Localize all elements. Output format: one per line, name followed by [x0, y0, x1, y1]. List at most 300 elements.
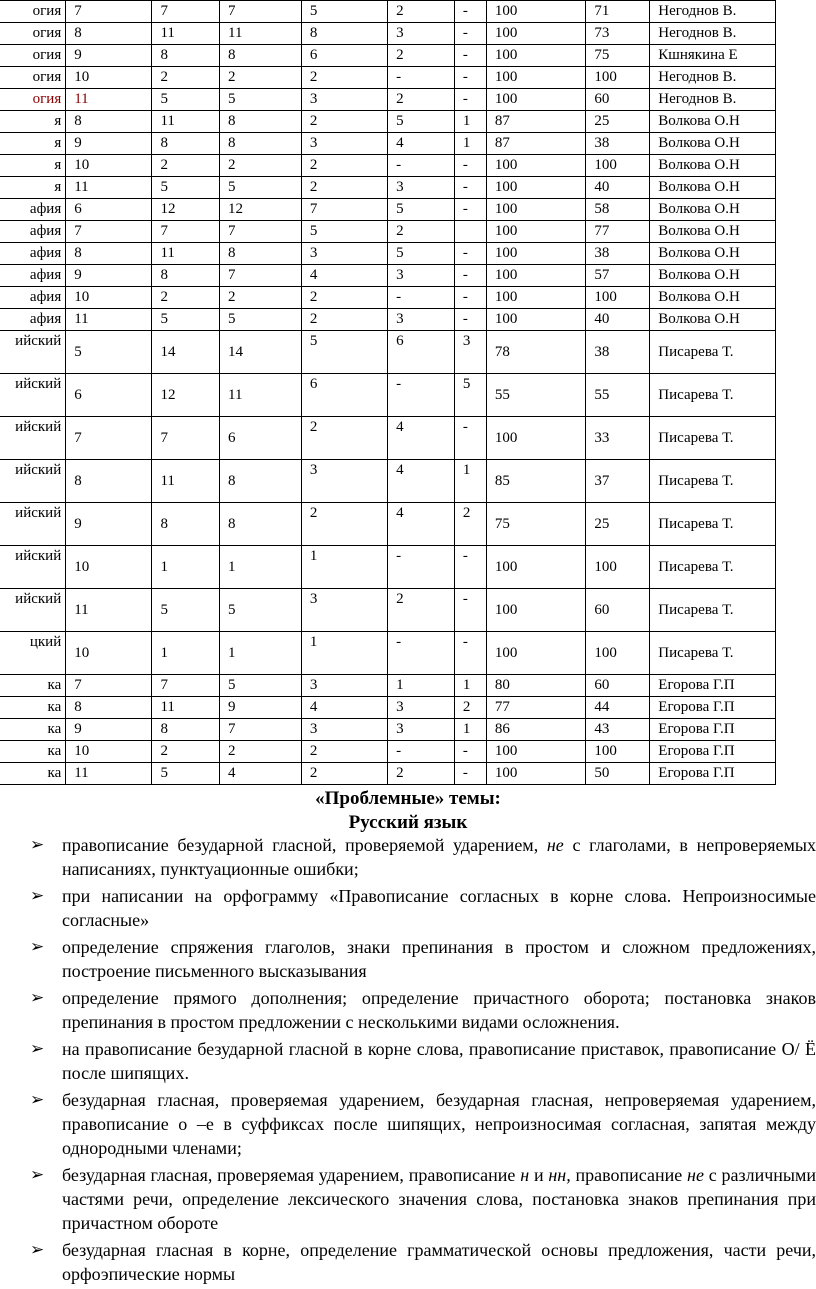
table-row	[0, 374, 776, 417]
score-5-cell: 2	[301, 741, 387, 763]
grade-cell: 10	[66, 741, 152, 763]
students-total-cell: 1	[152, 632, 220, 675]
subject-cell: ийский	[0, 589, 66, 632]
quality-rate-cell: 37	[586, 460, 650, 503]
success-rate-cell: 87	[486, 133, 586, 155]
quality-rate-cell: 43	[586, 719, 650, 741]
quality-rate-cell: 38	[586, 243, 650, 265]
quality-rate-cell: 60	[586, 89, 650, 111]
participants-cell: 2	[220, 67, 302, 89]
students-total-cell: 2	[152, 67, 220, 89]
subject-cell: я	[0, 111, 66, 133]
score-4-cell: -	[388, 632, 455, 675]
score-4-cell: 4	[388, 417, 455, 460]
score-4-cell: 5	[388, 243, 455, 265]
score-5-cell: 4	[301, 697, 387, 719]
grade-cell: 8	[66, 697, 152, 719]
participants-cell: 7	[220, 719, 302, 741]
success-rate-cell: 100	[486, 417, 586, 460]
score-5-cell: 5	[301, 221, 387, 243]
topics-list	[30, 833, 816, 1289]
students-total-cell: 5	[152, 589, 220, 632]
topic-item	[30, 986, 816, 1034]
teacher-cell: Писарева Т.	[650, 503, 776, 546]
students-total-cell: 7	[152, 675, 220, 697]
subject-heading: Русский язык	[348, 812, 468, 833]
success-rate-cell: 100	[486, 45, 586, 67]
table-row	[0, 632, 776, 675]
quality-rate-cell: 40	[586, 309, 650, 331]
topic-text: определение прямого дополнения; определение причастного оборота; постановка знаков препинания в простом предложении с несколькими видами осложнения.	[62, 988, 816, 1032]
score-3-cell: 1	[454, 111, 486, 133]
grade-cell: 11	[66, 309, 152, 331]
score-5-cell: 1	[301, 546, 387, 589]
score-5-cell: 3	[301, 675, 387, 697]
score-5-cell: 2	[301, 503, 387, 546]
grade-cell: 11	[66, 177, 152, 199]
score-3-cell: -	[454, 155, 486, 177]
grade-cell: 10	[66, 546, 152, 589]
grade-cell: 9	[66, 265, 152, 287]
teacher-cell: Писарева Т.	[650, 589, 776, 632]
topic-item	[30, 1163, 816, 1235]
success-rate-cell: 100	[486, 309, 586, 331]
subject-cell: афия	[0, 221, 66, 243]
topic-text: при написании на орфограмму «Правописание согласных в корне слова. Непроизносимые согласные»	[62, 886, 816, 930]
success-rate-cell: 100	[486, 177, 586, 199]
participants-cell: 12	[220, 199, 302, 221]
teacher-cell: Писарева Т.	[650, 460, 776, 503]
quality-rate-cell: 38	[586, 331, 650, 374]
topic-text: нн,	[548, 1165, 571, 1185]
participants-cell: 2	[220, 155, 302, 177]
grade-cell: 8	[66, 243, 152, 265]
score-4-cell: 2	[388, 589, 455, 632]
subject-cell: афия	[0, 309, 66, 331]
success-rate-cell: 85	[486, 460, 586, 503]
teacher-cell: Волкова О.Н	[650, 287, 776, 309]
students-total-cell: 8	[152, 503, 220, 546]
quality-rate-cell: 57	[586, 265, 650, 287]
students-total-cell: 11	[152, 243, 220, 265]
teacher-cell: Егорова Г.П	[650, 675, 776, 697]
subject-cell: ийский	[0, 503, 66, 546]
success-rate-cell: 100	[486, 265, 586, 287]
participants-cell: 5	[220, 675, 302, 697]
quality-rate-cell: 25	[586, 503, 650, 546]
students-total-cell: 8	[152, 45, 220, 67]
quality-rate-cell: 71	[586, 1, 650, 23]
subject-cell: ка	[0, 763, 66, 785]
subject-cell: ийский	[0, 460, 66, 503]
teacher-cell: Волкова О.Н	[650, 111, 776, 133]
topic-text: не	[546, 835, 564, 855]
success-rate-cell: 80	[486, 675, 586, 697]
arrowhead-bullet-icon: ➢	[30, 886, 45, 905]
topic-item	[30, 1238, 816, 1286]
score-5-cell: 2	[301, 417, 387, 460]
table-row	[0, 417, 776, 460]
subject-cell: ка	[0, 675, 66, 697]
students-total-cell: 12	[152, 374, 220, 417]
participants-cell: 14	[220, 331, 302, 374]
grade-cell: 6	[66, 199, 152, 221]
score-3-cell: -	[454, 89, 486, 111]
teacher-cell: Волкова О.Н	[650, 133, 776, 155]
topic-item	[30, 1088, 816, 1160]
grade-cell: 11	[66, 589, 152, 632]
participants-cell: 2	[220, 287, 302, 309]
topic-item	[30, 833, 816, 881]
success-rate-cell: 100	[486, 763, 586, 785]
score-5-cell: 3	[301, 243, 387, 265]
students-total-cell: 11	[152, 697, 220, 719]
teacher-cell: Негоднов В.	[650, 1, 776, 23]
success-rate-cell: 87	[486, 111, 586, 133]
subject-cell: ка	[0, 719, 66, 741]
score-3-cell: -	[454, 23, 486, 45]
students-total-cell: 11	[152, 23, 220, 45]
subject-cell: ийский	[0, 417, 66, 460]
score-5-cell: 8	[301, 23, 387, 45]
quality-rate-cell: 55	[586, 374, 650, 417]
quality-rate-cell: 100	[586, 155, 650, 177]
table-row	[0, 265, 776, 287]
quality-rate-cell: 40	[586, 177, 650, 199]
score-5-cell: 7	[301, 199, 387, 221]
topic-text: безударная гласная в корне, определение грамматической основы предложения, части речи, орфоэпические нормы	[62, 1240, 816, 1284]
students-total-cell: 12	[152, 199, 220, 221]
success-rate-cell: 100	[486, 221, 586, 243]
participants-cell: 7	[220, 1, 302, 23]
score-3-cell: -	[454, 1, 486, 23]
participants-cell: 8	[220, 111, 302, 133]
score-3-cell: -	[454, 199, 486, 221]
success-rate-cell: 100	[486, 632, 586, 675]
table-row	[0, 155, 776, 177]
quality-rate-cell: 60	[586, 675, 650, 697]
students-total-cell: 5	[152, 309, 220, 331]
arrowhead-bullet-icon: ➢	[30, 937, 45, 956]
teacher-cell: Егорова Г.П	[650, 719, 776, 741]
subject-cell: огия	[0, 45, 66, 67]
arrowhead-bullet-icon: ➢	[30, 1165, 45, 1184]
score-4-cell: 6	[388, 331, 455, 374]
score-3-cell: -	[454, 287, 486, 309]
score-5-cell: 5	[301, 331, 387, 374]
score-3-cell: 5	[454, 374, 486, 417]
success-rate-cell: 100	[486, 1, 586, 23]
score-3-cell: 2	[454, 697, 486, 719]
table-row	[0, 546, 776, 589]
score-4-cell: 3	[388, 697, 455, 719]
score-3-cell: 2	[454, 503, 486, 546]
students-total-cell: 8	[152, 719, 220, 741]
students-total-cell: 8	[152, 133, 220, 155]
subject-cell: ийский	[0, 374, 66, 417]
success-rate-cell: 100	[486, 155, 586, 177]
grade-cell: 10	[66, 67, 152, 89]
score-4-cell: 2	[388, 763, 455, 785]
quality-rate-cell: 100	[586, 546, 650, 589]
subject-cell: я	[0, 177, 66, 199]
success-rate-cell: 100	[486, 546, 586, 589]
score-4-cell: 3	[388, 177, 455, 199]
participants-cell: 7	[220, 265, 302, 287]
table-row	[0, 287, 776, 309]
grade-cell: 6	[66, 374, 152, 417]
teacher-cell: Кшнякина Е	[650, 45, 776, 67]
topic-text: правописание безударной гласной, проверяемой ударением,	[62, 835, 547, 855]
grade-cell: 5	[66, 331, 152, 374]
score-3-cell: -	[454, 417, 486, 460]
participants-cell: 8	[220, 460, 302, 503]
score-3-cell: -	[454, 177, 486, 199]
grade-cell: 7	[66, 417, 152, 460]
score-4-cell: -	[388, 374, 455, 417]
score-4-cell: -	[388, 546, 455, 589]
score-3-cell: 1	[454, 675, 486, 697]
participants-cell: 1	[220, 632, 302, 675]
topic-text: с глаголами, в непроверяемых написаниях, пунктуационные ошибки;	[62, 835, 816, 879]
topic-item	[30, 1037, 816, 1085]
quality-rate-cell: 100	[586, 632, 650, 675]
participants-cell: 7	[220, 221, 302, 243]
score-4-cell: -	[388, 741, 455, 763]
score-4-cell: 3	[388, 719, 455, 741]
teacher-cell: Негоднов В.	[650, 89, 776, 111]
students-total-cell: 2	[152, 287, 220, 309]
teacher-cell: Писарева Т.	[650, 417, 776, 460]
quality-rate-cell: 100	[586, 67, 650, 89]
topic-text: и	[529, 1165, 549, 1185]
score-5-cell: 3	[301, 719, 387, 741]
table-row	[0, 1, 776, 23]
quality-rate-cell: 77	[586, 221, 650, 243]
students-total-cell: 11	[152, 111, 220, 133]
teacher-cell: Волкова О.Н	[650, 199, 776, 221]
subject-cell: ка	[0, 741, 66, 763]
arrowhead-bullet-icon: ➢	[30, 1090, 45, 1109]
subject-cell: я	[0, 155, 66, 177]
participants-cell: 11	[220, 374, 302, 417]
topic-text: определение спряжения глаголов, знаки препинания в простом и сложном предложениях, построение письменного высказывания	[62, 937, 816, 981]
score-5-cell: 2	[301, 67, 387, 89]
grade-cell: 10	[66, 155, 152, 177]
topic-text: с различными частями речи, определение лексического значения слова, постановка знаков препинания при причастном обороте	[62, 1165, 816, 1233]
success-rate-cell: 55	[486, 374, 586, 417]
score-4-cell: 3	[388, 23, 455, 45]
score-4-cell: 2	[388, 221, 455, 243]
table-row	[0, 67, 776, 89]
subject-cell: огия	[0, 23, 66, 45]
quality-rate-cell: 38	[586, 133, 650, 155]
score-5-cell: 3	[301, 589, 387, 632]
table-row	[0, 697, 776, 719]
participants-cell: 5	[220, 177, 302, 199]
success-rate-cell: 100	[486, 243, 586, 265]
score-4-cell: 5	[388, 111, 455, 133]
score-5-cell: 2	[301, 287, 387, 309]
students-total-cell: 5	[152, 763, 220, 785]
grade-cell: 11	[66, 763, 152, 785]
topic-text: безударная гласная, проверяемая ударением, безударная гласная, непроверяемая ударением, правописание о –е в суффиксах после шипящих, непроизносимая согласная, запятая между однородными членами;	[62, 1090, 816, 1158]
success-rate-cell: 86	[486, 719, 586, 741]
success-rate-cell: 75	[486, 503, 586, 546]
teacher-cell: Негоднов В.	[650, 23, 776, 45]
quality-rate-cell: 58	[586, 199, 650, 221]
grade-cell: 9	[66, 45, 152, 67]
teacher-cell: Писарева Т.	[650, 331, 776, 374]
success-rate-cell: 100	[486, 199, 586, 221]
topic-text: на правописание безударной гласной в корне слова, правописание приставок, правописание О/ Ё после шипящих.	[62, 1039, 816, 1083]
students-total-cell: 1	[152, 546, 220, 589]
subject-cell: афия	[0, 265, 66, 287]
quality-rate-cell: 33	[586, 417, 650, 460]
quality-rate-cell: 25	[586, 111, 650, 133]
score-5-cell: 3	[301, 133, 387, 155]
success-rate-cell: 78	[486, 331, 586, 374]
table-row	[0, 89, 776, 111]
score-3-cell: -	[454, 265, 486, 287]
grade-cell: 8	[66, 23, 152, 45]
teacher-cell: Волкова О.Н	[650, 221, 776, 243]
score-5-cell: 3	[301, 89, 387, 111]
topic-text: не	[687, 1165, 704, 1185]
score-5-cell: 6	[301, 374, 387, 417]
quality-rate-cell: 100	[586, 287, 650, 309]
topic-item	[30, 935, 816, 983]
grade-cell: 11	[66, 89, 152, 111]
score-5-cell: 2	[301, 309, 387, 331]
subject-cell: афия	[0, 199, 66, 221]
score-5-cell: 3	[301, 460, 387, 503]
grade-cell: 10	[66, 287, 152, 309]
success-rate-cell: 77	[486, 697, 586, 719]
score-4-cell: -	[388, 67, 455, 89]
participants-cell: 5	[220, 309, 302, 331]
table-row	[0, 45, 776, 67]
table-row	[0, 309, 776, 331]
score-3-cell: -	[454, 741, 486, 763]
teacher-cell: Волкова О.Н	[650, 155, 776, 177]
score-5-cell: 2	[301, 763, 387, 785]
score-4-cell: 2	[388, 89, 455, 111]
subject-cell: афия	[0, 287, 66, 309]
quality-rate-cell: 50	[586, 763, 650, 785]
score-3-cell: -	[454, 763, 486, 785]
students-total-cell: 5	[152, 89, 220, 111]
score-5-cell: 5	[301, 1, 387, 23]
subject-cell: цкий	[0, 632, 66, 675]
score-4-cell: -	[388, 155, 455, 177]
subject-cell: ка	[0, 697, 66, 719]
table-row	[0, 763, 776, 785]
score-3-cell: -	[454, 309, 486, 331]
students-total-cell: 7	[152, 1, 220, 23]
table-row	[0, 111, 776, 133]
participants-cell: 2	[220, 741, 302, 763]
score-5-cell: 1	[301, 632, 387, 675]
success-rate-cell: 100	[486, 287, 586, 309]
subject-cell: огия	[0, 1, 66, 23]
score-3-cell: 1	[454, 133, 486, 155]
score-4-cell: 1	[388, 675, 455, 697]
participants-cell: 4	[220, 763, 302, 785]
score-5-cell: 2	[301, 111, 387, 133]
students-total-cell: 7	[152, 417, 220, 460]
quality-rate-cell: 75	[586, 45, 650, 67]
table-body	[0, 1, 776, 785]
subject-cell: ийский	[0, 331, 66, 374]
table-row	[0, 675, 776, 697]
topic-item	[30, 884, 816, 932]
participants-cell: 5	[220, 89, 302, 111]
students-total-cell: 7	[152, 221, 220, 243]
participants-cell: 5	[220, 589, 302, 632]
table-row	[0, 589, 776, 632]
participants-cell: 6	[220, 417, 302, 460]
score-3-cell: -	[454, 67, 486, 89]
table-row	[0, 741, 776, 763]
participants-cell: 8	[220, 133, 302, 155]
teacher-cell: Писарева Т.	[650, 632, 776, 675]
grade-cell: 9	[66, 719, 152, 741]
students-total-cell: 14	[152, 331, 220, 374]
score-3-cell: -	[454, 632, 486, 675]
participants-cell: 1	[220, 546, 302, 589]
score-4-cell: 5	[388, 199, 455, 221]
table-row	[0, 331, 776, 374]
teacher-cell: Егорова Г.П	[650, 741, 776, 763]
grade-cell: 7	[66, 1, 152, 23]
table-row	[0, 243, 776, 265]
participants-cell: 8	[220, 45, 302, 67]
arrowhead-bullet-icon: ➢	[30, 988, 45, 1007]
table-row	[0, 133, 776, 155]
subject-cell: огия	[0, 67, 66, 89]
teacher-cell: Писарева Т.	[650, 374, 776, 417]
score-3-cell	[454, 221, 486, 243]
topic-text: правописание	[570, 1165, 688, 1185]
score-4-cell: 4	[388, 460, 455, 503]
subject-cell: я	[0, 133, 66, 155]
score-4-cell: 3	[388, 309, 455, 331]
arrowhead-bullet-icon: ➢	[30, 1240, 45, 1259]
topic-text: н	[520, 1165, 530, 1185]
score-3-cell: -	[454, 243, 486, 265]
table-row	[0, 719, 776, 741]
table-row	[0, 460, 776, 503]
quality-rate-cell: 44	[586, 697, 650, 719]
quality-rate-cell: 73	[586, 23, 650, 45]
grade-cell: 9	[66, 503, 152, 546]
score-3-cell: 3	[454, 331, 486, 374]
score-3-cell: -	[454, 589, 486, 632]
arrowhead-bullet-icon: ➢	[30, 1039, 45, 1058]
score-3-cell: 1	[454, 460, 486, 503]
success-rate-cell: 100	[486, 89, 586, 111]
score-4-cell: 4	[388, 503, 455, 546]
grade-cell: 8	[66, 460, 152, 503]
grade-cell: 10	[66, 632, 152, 675]
teacher-cell: Егорова Г.П	[650, 697, 776, 719]
table-row	[0, 503, 776, 546]
students-total-cell: 2	[152, 741, 220, 763]
grade-cell: 7	[66, 675, 152, 697]
students-total-cell: 8	[152, 265, 220, 287]
participants-cell: 9	[220, 697, 302, 719]
